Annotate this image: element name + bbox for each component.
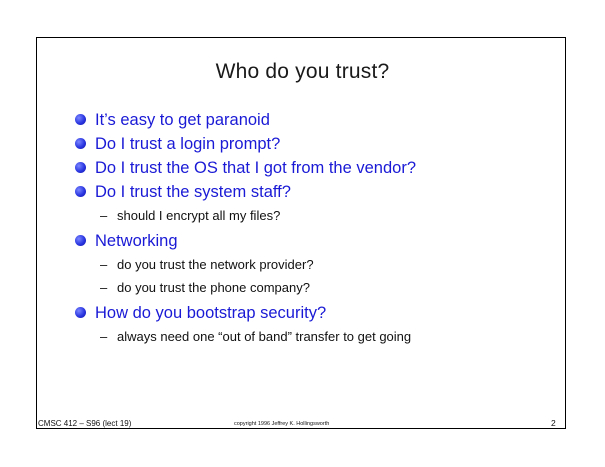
bullet-dot-icon [75, 114, 86, 125]
bullet-text: It’s easy to get paranoid [95, 111, 270, 129]
dash-marker: – [100, 280, 108, 295]
slide-title: Who do you trust? [215, 60, 390, 83]
bullet-dot-icon [75, 307, 86, 318]
bullet-item [72, 156, 552, 180]
dash-marker: – [100, 257, 108, 272]
bullet-text: Networking [95, 232, 178, 250]
sub-bullet-item [72, 253, 552, 276]
bullet-item [72, 132, 552, 156]
bullet-text: Do I trust the system staff? [95, 183, 291, 201]
bullet-item [72, 108, 552, 132]
bullet-dot-icon [75, 235, 86, 246]
bullet-item [72, 301, 552, 325]
bullet-list [72, 108, 552, 348]
bullet-text: Do I trust a login prompt? [95, 135, 281, 153]
sub-bullet-item [72, 276, 552, 299]
sub-bullet-text: do you trust the phone company? [117, 280, 310, 295]
bullet-text: Do I trust the OS that I got from the vendor? [95, 159, 416, 177]
footer-course: CMSC 412 – S96 (lect 19) [38, 419, 132, 428]
sub-bullet-item [72, 204, 552, 227]
footer-copyright: copyright 1996 Jeffrey K. Hollingsworth [234, 421, 330, 427]
bullet-dot-icon [75, 138, 86, 149]
bullet-dot-icon [75, 162, 86, 173]
bullet-dot-icon [75, 186, 86, 197]
page-number: 2 [551, 418, 556, 428]
bullet-item [72, 229, 552, 253]
bullet-item [72, 180, 552, 204]
bullet-text: How do you bootstrap security? [95, 304, 327, 322]
sub-bullet-text: should I encrypt all my files? [117, 208, 281, 223]
dash-marker: – [100, 329, 108, 344]
sub-bullet-text: always need one “out of band” transfer to get going [117, 329, 412, 344]
sub-bullet-text: do you trust the network provider? [117, 257, 314, 272]
sub-bullet-item [72, 325, 552, 348]
dash-marker: – [100, 208, 108, 223]
